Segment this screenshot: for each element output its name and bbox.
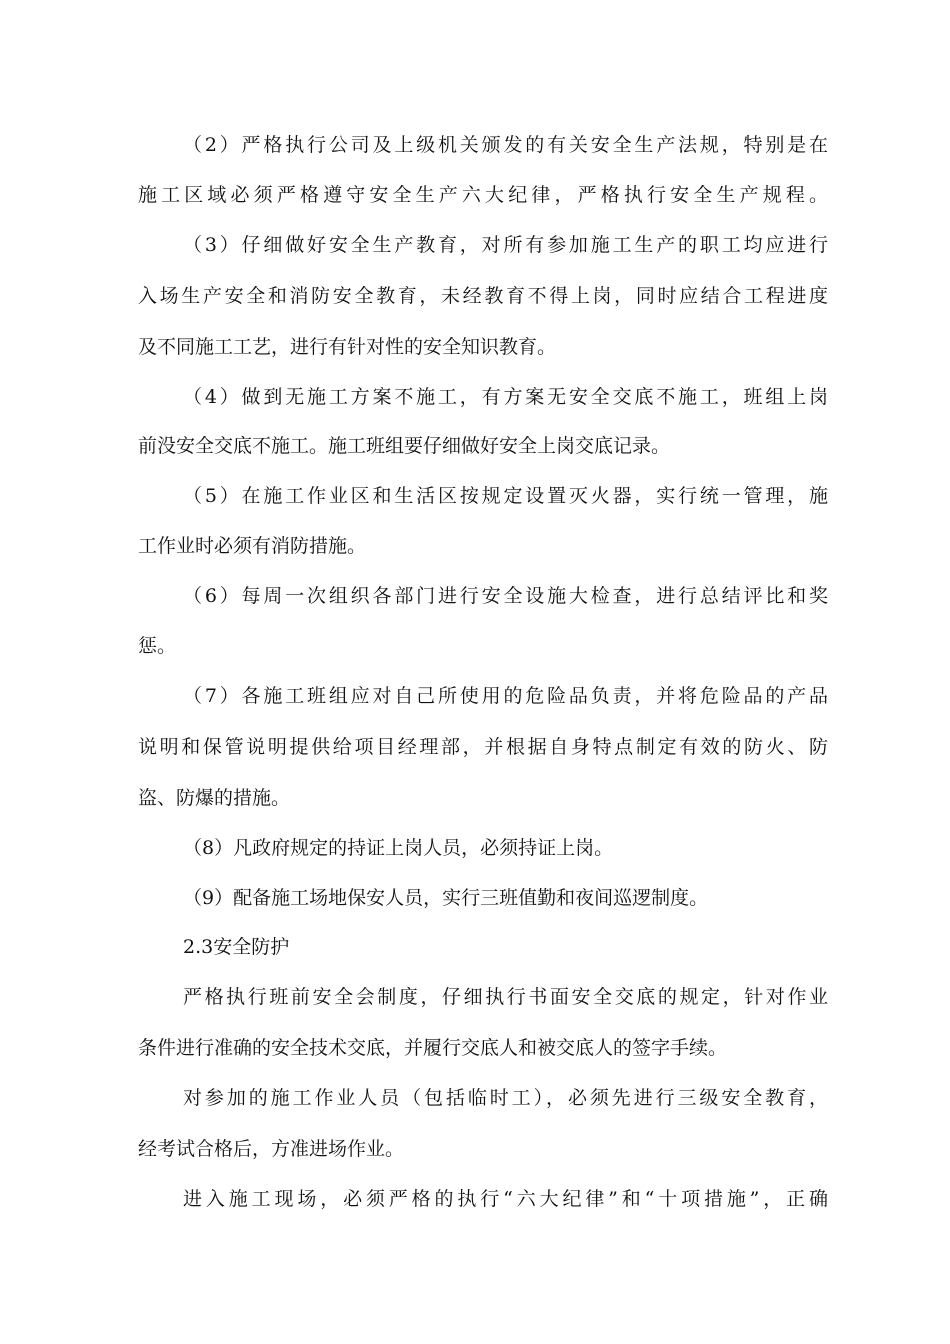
paragraph-7-line-1: （7）各施工班组应对自己所使用的危险品负责，并将危险品的产品 [183,685,828,707]
paragraph-3-line-1: （3）仔细做好安全生产教育，对所有参加施工生产的职工均应进行 [183,234,828,256]
paragraph-4-line-1: （4）做到无施工方案不施工，有方案无安全交底不施工，班组上岗 [183,386,828,408]
paragraph-5-line-1: （5）在施工作业区和生活区按规定设置灭火器，实行统一管理，施 [183,485,828,507]
safety-paragraph-1-line-1: 严格执行班前安全会制度，仔细执行书面安全交底的规定，针对作业 [183,986,828,1008]
safety-paragraph-3-line-1: 进入施工现场，必须严格的执行“六大纪律”和“十项措施”，正确 [183,1188,828,1210]
safety-paragraph-2-line-1: 对参加的施工作业人员（包括临时工），必须先进行三级安全教育， [183,1087,828,1109]
paragraph-3-line-3: 及不同施工工艺，进行有针对性的安全知识教育。 [138,336,557,358]
paragraph-5-line-2: 工作业时必须有消防措施。 [138,535,367,557]
paragraph-2-line-2: 施工区域必须严格遵守安全生产六大纪律，严格执行安全生产规程。 [138,184,828,206]
paragraph-2-line-1: （2）严格执行公司及上级机关颁发的有关安全生产法规，特别是在 [183,134,828,156]
safety-paragraph-2-line-2: 经考试合格后，方准进场作业。 [138,1138,405,1160]
paragraph-6-line-1: （6）每周一次组织各部门进行安全设施大检查，进行总结评比和奖 [183,585,828,607]
paragraph-8-line-1: （8）凡政府规定的持证上岗人员，必须持证上岗。 [183,837,614,859]
paragraph-3-line-2: 入场生产安全和消防安全教育，未经教育不得上岗，同时应结合工程进度 [138,285,828,307]
paragraph-7-line-3: 盗、防爆的措施。 [138,787,291,809]
paragraph-9-line-1: （9）配备施工场地保安人员，实行三班值勤和夜间巡逻制度。 [183,887,709,909]
paragraph-6-line-2: 惩。 [138,635,177,657]
safety-paragraph-1-line-2: 条件进行准确的安全技术交底，并履行交底人和被交底人的签字手续。 [138,1037,728,1059]
paragraph-4-line-2: 前没安全交底不施工。施工班组要仔细做好安全上岗交底记录。 [138,435,671,457]
section-heading: 2.3安全防护 [183,936,290,958]
paragraph-7-line-2: 说明和保管说明提供给项目经理部，并根据自身特点制定有效的防火、防 [138,736,828,758]
